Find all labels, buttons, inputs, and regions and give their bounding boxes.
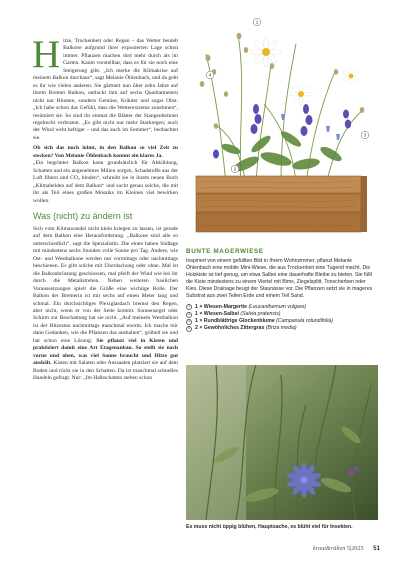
plant-latin: (Leucanthemum vulgare) bbox=[248, 303, 307, 310]
infobox-text: Inspiriert von einem gefüllten Bild in Ihrem Wohnzimmer, pflanzt Melanie Öhlenbach eine mobile Mini-Wiese, die aus Trockenheit eine Tugend macht. Die Holzkiste ist tief genug, um etwa Salbei eine dauerhafte Bleibe zu bieten. Sie füllt die Kiste mindestens zu einem Viertel mit Bims, Ziegelsplitt, Tonscherben oder Kies. Diese Drainage beugt der Staunässe vor. Die Pflanzen setzt sie in mageres Substrat aus zwei Teilen Erde und einem Teil Sand. bbox=[186, 258, 373, 300]
plant-item bbox=[186, 325, 376, 332]
drop-cap: H bbox=[32, 33, 61, 76]
plant-name: 2 × Gewöhnliches Zittergras bbox=[195, 325, 265, 332]
plant-name: 1 × Rundblättrige Glockenblume bbox=[195, 318, 275, 325]
page-footer bbox=[313, 545, 380, 552]
plant-item bbox=[186, 318, 376, 325]
plant-latin: (Briza media) bbox=[265, 325, 297, 332]
marker-4: 4 bbox=[208, 72, 212, 78]
balcony-photo bbox=[186, 365, 378, 520]
issue-number: 5|2025 bbox=[346, 545, 364, 552]
planter-illustration bbox=[186, 14, 378, 238]
photo-caption: Es muss nicht üppig blühen, Hauptsache, es blüht viel für Insekten. bbox=[186, 524, 353, 530]
article-column bbox=[32, 33, 178, 382]
plant-number: 3 bbox=[188, 319, 190, 323]
intro-paragraph bbox=[32, 33, 178, 142]
plant-name: 1 × Wiesen-Salbei bbox=[195, 310, 239, 317]
intro-text: itze, Trockenheit oder Regen – das Wetter beutelt Balkone aufgrund ihrer exponierten Lage schon immer. Pflanzen machen dort mehr durch als im Garten. Kaum vorstellbar, dass es für sie noch eine Steigerung gibt. „Ich merke die Klimakrise auf meinem Balkon durchaus“, sagt Melanie Öhlenbach, und da geht es ihr wie vielen anderen. Sie gärtnert nun über zehn Jahre auf ihrem Bremer Balkon, entlockt ihm auf sechs Quadratmetern nicht nur Blumen, sondern Gemüse, Kräuter und sogar Obst. „Ich habe schon das Gefühl, dass die Wetterextreme zunehmen“, resümiert sie. So sind ihr einmal die Blätter der Stangenbohnen regelrecht verbrannt. „Es gibt nicht nur mehr Starkregen; auch der Wind weht heftiger – und das auch im Sommer“, beobachtet sie. bbox=[33, 38, 178, 141]
article-body bbox=[32, 33, 178, 382]
plant-latin: (Salvia pratensis) bbox=[240, 310, 281, 317]
plant-list bbox=[186, 304, 376, 333]
paragraph-3 bbox=[33, 226, 178, 383]
question-paragraph: Ob sich das noch lohnt, in den Balkon so viel Zeit zu stecken? Von Melanie Öhlenbach kommt ein klares Ja. bbox=[33, 145, 178, 159]
section-heading: Was (nicht) zu ändern ist bbox=[33, 210, 133, 221]
paragraph-3-end: Kisten mit Salaten oder Aussaaten platziert sie auf dem Boden und rückt sie in den Schatten. Da ist manchmal schnelles Handeln gefragt. Nur: „Im Halbschatten stehen schon bbox=[33, 360, 178, 382]
plant-latin: (Campanula rotundifolia) bbox=[276, 318, 333, 325]
plant-number: 4 bbox=[188, 326, 190, 331]
plant-number: 1 bbox=[188, 304, 190, 309]
plant-photo-image bbox=[186, 365, 378, 520]
infobox-title: BUNTE MAGERWIESE bbox=[186, 248, 264, 255]
plant-name: 1 × Wiesen-Margerite bbox=[195, 303, 247, 310]
magazine-name: kraut&rüben bbox=[313, 545, 346, 552]
paragraph-2: „Ein begrünter Balkon kann grundsätzlich für Abkühlung, Schatten und ein angenehmes Milieu sorgen, Schadstoffe aus der Luft filtern und CO₂ binden“, schreibt sie in ihrem neuen Buch „Klimahelden auf dem Balkon“ und sucht genau solche, die mit ihr als Teil eines großen Mosaiks im Kleinen viel bewirken wollen. bbox=[33, 160, 178, 204]
marker-3: 3 bbox=[363, 132, 367, 138]
plant-number: 2 bbox=[188, 311, 190, 316]
marker-2: 2 bbox=[233, 166, 237, 172]
paragraph-3-text: Sich vom Klimawandel nicht klein kriegen zu lassen, ist gerade auf dem Balkon eine Herausforderung. „Balkone sind alle so unterschiedlich“, sagt die Spezialistin. Die einen haben Südlage mit mindestens sechs Stunden volle Sonne pro Tag. Andere, wie Ost- und Westbalkone werden nur vormittags oder nachmittags beschienen. Es gibt solche mit Überdachung oder ohne. Mal ist die Balkonbrüstung geschlossen, mal pfeift der Wind wie bei ihr durch die Metallstreben. Neben weiteren baulichen Voraussetzungen spielt die Größe eine wichtige Rolle. Der Balkon der Bremerin ist mit sechs auf einen Meter lang und schmal. Ein durchsichtiges Plexiglasdach bremst den Regen, aber nicht, wenn er von der Seite kommt. Sonnensegel oder Schirm zur Beschattung hat sie nicht. „Auf meinem Westbalkon ist der Hitzestau nachmittags manchmal enorm. Ich mache mir dann Gedanken, wie die Pflanzen das aushalten“, grübelt sie und hat schon eine Lösung: bbox=[33, 225, 178, 344]
plant-item bbox=[186, 311, 376, 318]
paragraph-3-highlight: Sie pflanzt viel in Kisten und praktiziert damit eine Art Etagenanbau. So stellt sie nach vorne und oben, was viel Sonne braucht und Hitze gut aushält. bbox=[33, 337, 178, 367]
page-number: 51 bbox=[373, 545, 381, 552]
plant-item bbox=[186, 304, 376, 311]
marker-1: 1 bbox=[255, 19, 259, 25]
meadow-planter-drawing bbox=[186, 14, 378, 238]
plant-infobox bbox=[186, 248, 376, 333]
